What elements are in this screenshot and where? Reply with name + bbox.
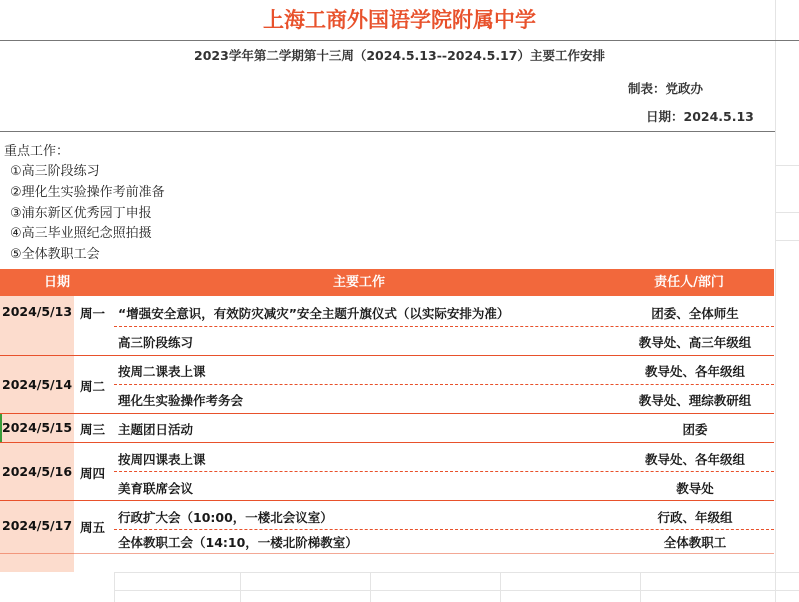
sheet-grid-line [114,590,799,591]
day-weekday: 周二 [80,379,106,394]
focus-item: ③浦东新区优秀园丁申报 [10,206,152,221]
maker-label: 制表：党政办 [628,81,704,96]
table-header [0,269,774,296]
header-responsible: 责任人/部门 [654,275,724,290]
day-weekday: 周三 [80,422,106,437]
day-separator [0,355,774,356]
day-date: 2024/5/14 [2,377,73,392]
task-work: 按周四课表上课 [118,452,206,467]
sheet-grid-line [775,240,799,241]
task-work: 行政扩大会（10:00，一楼北会议室） [118,510,333,525]
schedule-subtitle: 2023学年第二学期第十三周（2024.5.13--2024.5.17）主要工作安排 [194,48,605,63]
day-date: 2024/5/17 [2,518,73,533]
sheet-grid-line [114,572,115,602]
day-weekday: 周五 [80,520,106,535]
day-weekday: 周四 [80,466,106,481]
sheet-grid-line [640,572,641,602]
task-responsible: 全体教职工 [663,535,727,550]
header-work: 主要工作 [332,275,385,290]
focus-item: ①高三阶段练习 [10,164,100,179]
task-separator [114,529,774,530]
task-work: “增强安全意识，有效防灾减灾”安全主题升旗仪式（以实际安排为准） [118,306,510,321]
task-responsible: 教导处、高三年级组 [638,335,752,350]
sheet-grid-line [775,212,799,213]
task-responsible: 教导处、各年级组 [644,364,745,379]
focus-item: ②理化生实验操作考前准备 [10,185,165,200]
task-responsible: 行政、年级组 [657,510,733,525]
focus-title: 重点工作： [4,144,70,159]
day-date: 2024/5/15 [2,420,73,435]
sheet-grid-line [114,572,799,573]
sheet-grid-line [240,572,241,602]
task-separator [114,384,774,385]
task-work: 按周二课表上课 [118,364,206,379]
task-separator [114,471,774,472]
day-separator [0,500,774,501]
day-date: 2024/5/13 [2,304,73,319]
task-responsible: 教导处、各年级组 [644,452,745,467]
focus-item: ⑤全体教职工会 [10,247,100,262]
task-work: 主题团日活动 [118,422,194,437]
day-date: 2024/5/16 [2,464,73,479]
task-work: 美育联席会议 [118,481,194,496]
day-separator [0,553,774,554]
task-separator [114,326,774,327]
task-responsible: 教导处 [676,481,714,496]
sheet-grid-line [370,572,371,602]
day-weekday: 周一 [80,306,106,321]
header-date: 日期 [43,275,70,290]
sheet-grid-line [500,572,501,602]
task-work: 理化生实验操作考务会 [118,393,244,408]
focus-item: ④高三毕业照纪念照拍摄 [10,226,152,241]
day-separator [0,413,774,414]
day-separator [0,442,774,443]
page-title: 上海工商外国语学院附属中学 [0,0,799,41]
task-work: 全体教职工会（14:10，一楼北阶梯教室） [118,535,358,550]
divider [0,131,775,132]
task-responsible: 团委 [682,422,708,437]
issue-date: 日期：2024.5.13 [646,109,754,124]
sheet-grid-line [775,165,799,166]
task-responsible: 教导处、理综教研组 [638,393,752,408]
task-responsible: 团委、全体师生 [651,306,739,321]
task-work: 高三阶段练习 [118,335,194,350]
